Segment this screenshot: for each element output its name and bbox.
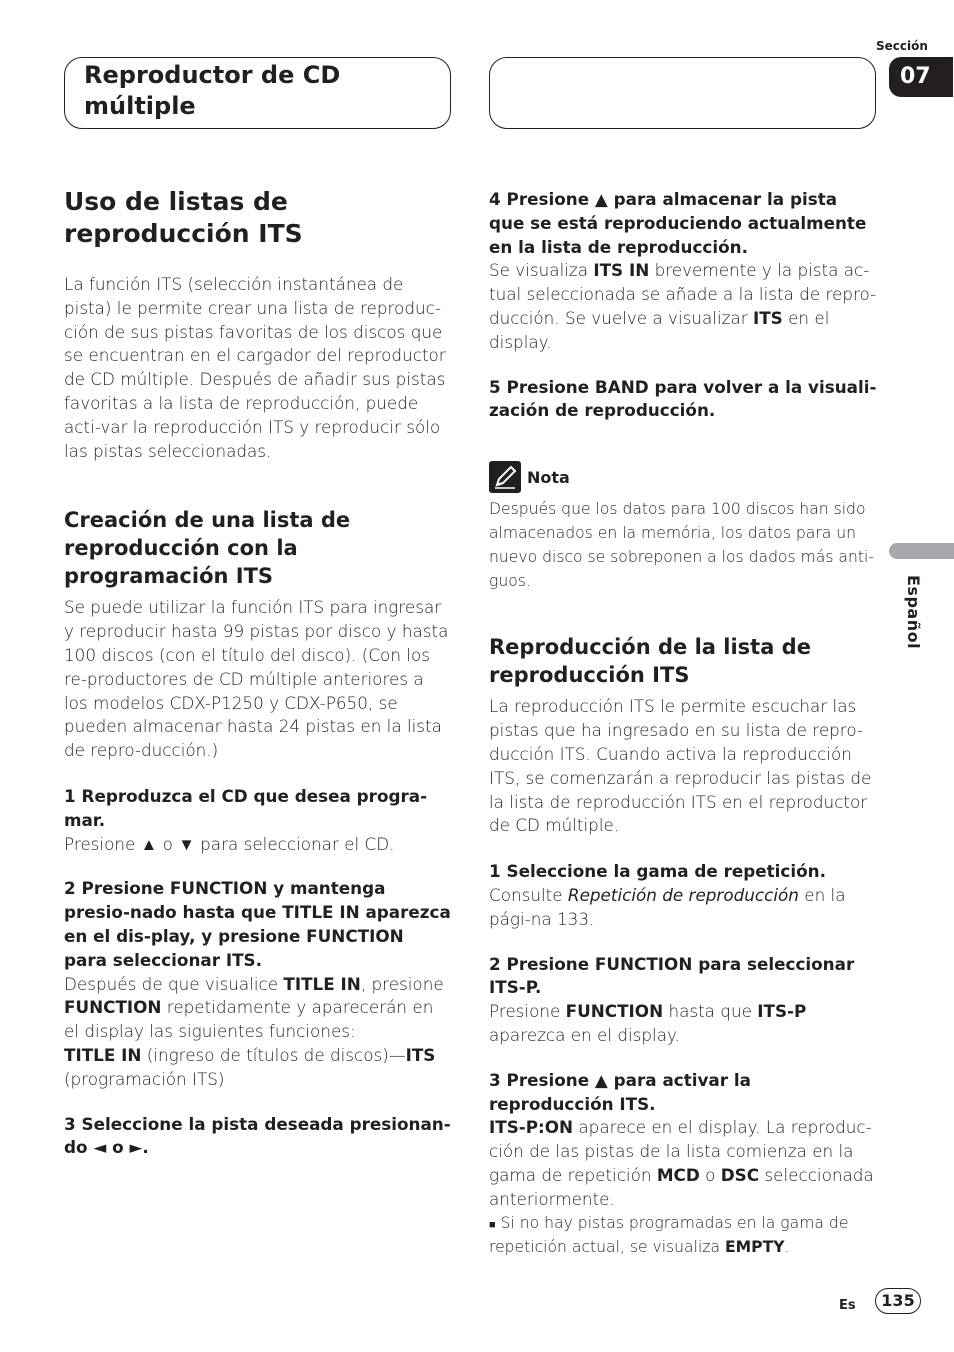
playback-step-1-title: 1 Seleccione la gama de repetición. [489,861,826,882]
main-heading: Uso de listas de reproducción ITS [64,187,303,248]
right-header-box [489,57,876,129]
playback-step-1-body: Consulte Repetición de reproducción en la pági-na 133. [489,884,846,929]
note-text: Después que los datos para 100 discos han sido almacenados en la memória, los datos para un nuevo disco se sobreponen a los dados más anti-guos. [489,500,874,590]
bullet-square-icon: ■ [489,1217,496,1231]
right-column [489,188,877,1260]
subheading-creation: Creación de una lista de reproducción con la programación ITS [64,508,351,589]
step-2-title: 2 Presione FUNCTION y mantenga presio-nado hasta que TITLE IN aparezca en el dis-play, y presione FUNCTION para seleccionar ITS. [64,878,451,970]
page-number: 135 [875,1288,921,1314]
language-label: Español [904,575,923,650]
playback-paragraph: La reproducción ITS le permite escuchar las pistas que ha ingresado en su lista de repro-ducción ITS. Cuando activa la reproducción ITS, se comenzarán a reproducir las pistas de la lista de reproducción ITS en el reproductor de CD múltiple. [489,696,872,836]
subheading-playback: Reproducción de la lista de reproducción ITS [489,635,811,688]
step-3-title: 3 Seleccione la pista deseada presionan-do ◄ o ►. [64,1113,451,1158]
note-title: Nota [527,467,570,487]
playback-step-3-title: 3 Presione ▲ para activar la reproducción ITS. [489,1069,751,1114]
section-number-badge: 07 [889,57,953,97]
section-title: Reproductor de CD múltiple [84,61,341,120]
playback-step-2-title: 2 Presione FUNCTION para seleccionar ITS-P. [489,953,855,998]
step-4-title: 4 Presione ▲ para almacenar la pista que se está reproduciendo actualmente en la lista de reproducción. [489,189,867,257]
step-2-body: Después de que visualice TITLE IN, presione FUNCTION repetidamente y aparecerán en el display las siguientes funciones: [64,973,444,1042]
playback-step-3-body: ITS-P:ON aparece en el display. La reproduc-ción de las pistas de la lista comienza en la gama de repetición MCD o DSC seleccionada anteriormente. [489,1117,874,1209]
seccion-label: Sección [876,39,928,53]
playback-step-2-body: Presione FUNCTION hasta que ITS-P aparezca en el display. [489,1001,807,1045]
step-2-function-list: TITLE IN (ingreso de títulos de discos)—ITS (programación ITS) [64,1044,436,1089]
creation-paragraph: Se puede utilizar la función ITS para ingresar y reproducir hasta 99 pistas por disco y hasta 100 discos (con el título del disco). (Con los re-productores de CD múltiple anteriores a los modelos CDX-P1250 y CDX-P650, se pueden almacenar hasta 24 pistas en la lista de repro-ducción.) [64,597,449,761]
step-5-title: 5 Presione BAND para volver a la visuali-zación de reproducción. [489,376,877,421]
step-4-body: Se visualiza ITS IN brevemente y la pista ac-tual seleccionada se añade a la lista de repro-ducción. Se vuelve a visualizar ITS en el display. [489,260,877,352]
playback-bullet-note: ■ Si no hay pistas programadas en la gama de repetición actual, se visualiza EMPTY. [489,1213,849,1257]
note-header [489,461,877,493]
left-column [64,186,452,1160]
step-1-body: Presione ▲ o ▼ para seleccionar el CD. [64,833,395,854]
note-pencil-icon [489,461,521,493]
intro-paragraph: La función ITS (selección instantánea de pista) le permite crear una lista de reproduc-ción de sus pistas favoritas de los discos que se encuentran en el cargador del reproductor de CD múltiple. Después de añadir sus pistas favoritas a la lista de reproducción, puede acti-var la reproducción ITS y reproducir sólo las pistas seleccionadas. [64,274,446,461]
language-code: Es [839,1298,856,1313]
language-tab-marker [889,543,954,559]
step-1-title: 1 Reproduzca el CD que desea progra-mar. [64,785,428,830]
